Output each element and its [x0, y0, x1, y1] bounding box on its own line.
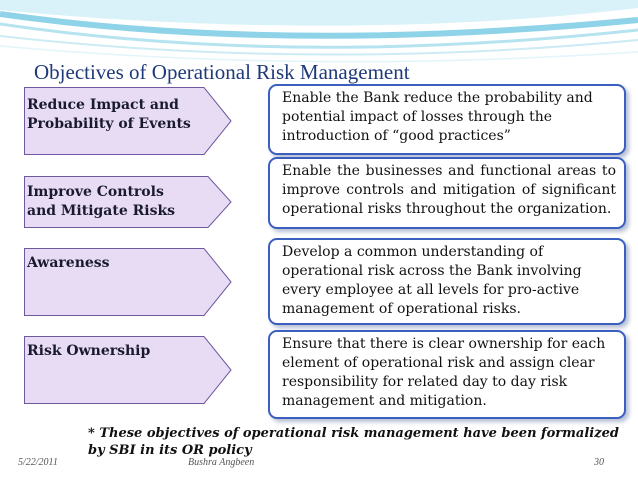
objective-description: Enable the businesses and functional areas to improve controls and mitigation of significant operational risks throughout the organization. — [282, 163, 616, 217]
objective-arrow-risk-ownership — [24, 336, 232, 404]
footer-author: Bushra Angbeen — [188, 457, 255, 468]
objective-label: Awareness — [27, 255, 110, 271]
objective-description: Enable the Bank reduce the probability and potential impact of losses through the introduction of “good practices” — [282, 90, 593, 144]
objective-description-box — [268, 84, 626, 155]
objective-label: Risk Ownership — [27, 343, 151, 359]
objective-description: Ensure that there is clear ownership for each element of operational risk and assign clear responsibility for related day to day risk management and mitigation. — [282, 336, 606, 409]
objective-description-box — [268, 238, 626, 325]
objective-arrow-awareness — [24, 248, 232, 316]
slide-title: Objectives of Operational Risk Management — [34, 60, 410, 84]
footer-page-number: 30 — [594, 457, 604, 468]
objective-arrow-improve-controls — [24, 176, 232, 228]
objective-arrow-reduce-impact — [24, 87, 232, 155]
footnote: * These objectives of operational risk management have been formalized by SBI in its OR policy — [88, 426, 619, 458]
footer-date: 5/22/2011 — [18, 457, 58, 468]
objective-label: Improve Controls and Mitigate Risks — [27, 184, 176, 219]
objective-label: Reduce Impact and Probability of Events — [27, 97, 191, 132]
objective-description-box — [268, 330, 626, 419]
objective-description: Develop a common understanding of operational risk across the Bank involving every employee at all levels for pro-active management of operational risks. — [282, 244, 582, 317]
objective-description-box — [268, 157, 626, 229]
